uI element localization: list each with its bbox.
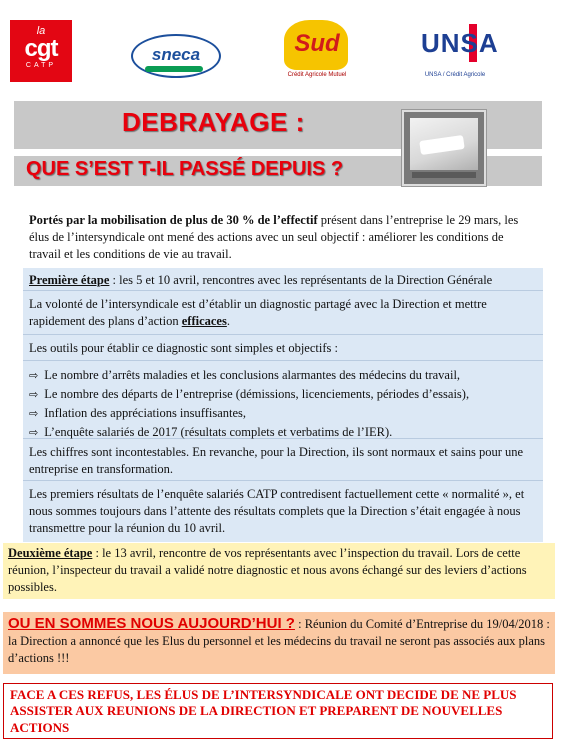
- step2-label: Deuxième étape: [8, 546, 93, 560]
- unsa-logo: [415, 20, 499, 86]
- step1-will: La volonté de l’intersyndicale est d’établir un diagnostic partagé avec la Direction et mettre rapidement des plans d’action efficaces.: [29, 297, 487, 329]
- sneca-logo: [131, 34, 219, 76]
- step1-tools: Les outils pour établir ce diagnostic sont simples et objectifs :: [29, 341, 338, 355]
- sud-logo-word: Sud: [294, 30, 340, 57]
- unsa-logo-tag: UNSA / Crédit Agricole: [424, 72, 486, 78]
- cgt-logo-sub: CATP: [25, 62, 57, 69]
- today-text: : Réunion du Comité d’Entreprise du 19/04/2018 : la Direction a annoncé que les Elus du personnel et les médecins du travail ne seront pas associés aux plans d’actions !!!: [8, 617, 550, 666]
- page-subtitle: QUE S’EST T-IL PASSÉ DEPUIS ?: [26, 158, 344, 180]
- sneca-logo-word: sneca: [151, 45, 201, 64]
- sud-logo: [282, 20, 350, 86]
- page-title: DEBRAYAGE :: [122, 107, 305, 137]
- step1-facts: Les chiffres sont incontestables. En revanche, pour la Direction, ils sont normaux et sains pour une entreprise en transformation.: [29, 445, 524, 477]
- intro-bold: Portés par la mobilisation de plus de 30 % de l’effectif: [29, 213, 318, 227]
- sud-logo-tag: Crédit Agricole Mutuel: [287, 72, 347, 78]
- intro-paragraph: [29, 212, 535, 264]
- step1-will-text: La volonté de l’intersyndicale est d’établir un diagnostic partagé avec la Direction et mettre rapidement des plans d’action: [29, 297, 487, 329]
- printer-photo: [402, 110, 486, 186]
- diagnostic-list: [29, 366, 537, 442]
- step1-heading: [29, 272, 535, 289]
- intro-text: présent dans l’entreprise le 29 mars, les élus de l’intersyndicale ont mené des actions avec un seul objectif : améliorer les conditions de travail et les conditions de vie au travail.: [29, 213, 519, 262]
- step2-text: : le 13 avril, rencontre de vos représentants avec l’inspection du travail. Lors de cette réunion, l’inspecteur du travail a validé notre diagnostic et nous avons échangé sur des leviers d’actions possibles.: [8, 546, 527, 595]
- list-item: ⇨ L’enquête salariés de 2017 (résultats complets et verbatims de l’IER).: [29, 425, 393, 439]
- step1-will-bold: efficaces: [181, 314, 227, 329]
- arrow-right-icon: ⇨: [29, 407, 39, 420]
- step1-results: Les premiers résultats de l’enquête salariés CATP contredisent factuellement cette « normalité », et nous sommes toujours dans l’attente des résultats complets que la Direction s’était engagée à nous transmettre pour la réunion du 10 avril.: [29, 487, 525, 536]
- list-item: ⇨ Le nombre des départs de l’entreprise (démissions, licenciements, périodes d’essais),: [29, 387, 470, 401]
- cgt-logo-word: cgt: [24, 35, 58, 62]
- today-paragraph: [8, 615, 552, 668]
- alert-text: FACE A CES REFUS, LES ÉLUS DE L’INTERSYNDICALE ONT DECIDE DE NE PLUS ASSISTER AUX REUNIONS DE LA DIRECTION ET PREPARENT DE NOUVELLES ACTIONS: [10, 687, 517, 735]
- arrow-right-icon: ⇨: [29, 369, 39, 382]
- list-item: ⇨ Le nombre d’arrêts maladies et les conclusions alarmantes des médecins du travail,: [29, 368, 461, 382]
- list-item: ⇨ Inflation des appréciations insuffisantes,: [29, 406, 247, 420]
- logo-bar: [0, 14, 561, 90]
- step2-paragraph: [8, 545, 552, 597]
- cgt-logo-top: la: [36, 25, 46, 37]
- step1-label: Première étape: [29, 273, 110, 287]
- arrow-right-icon: ⇨: [29, 426, 39, 439]
- today-heading: OU EN SOMMES NOUS AUJOURD’HUI ?: [8, 615, 295, 632]
- arrow-right-icon: ⇨: [29, 388, 39, 401]
- cgt-logo: [10, 20, 72, 82]
- step1-text: : les 5 et 10 avril, rencontres avec les représentants de la Direction Générale: [109, 273, 493, 287]
- alert-box: [3, 683, 553, 739]
- unsa-logo-word: UNSA: [421, 28, 499, 58]
